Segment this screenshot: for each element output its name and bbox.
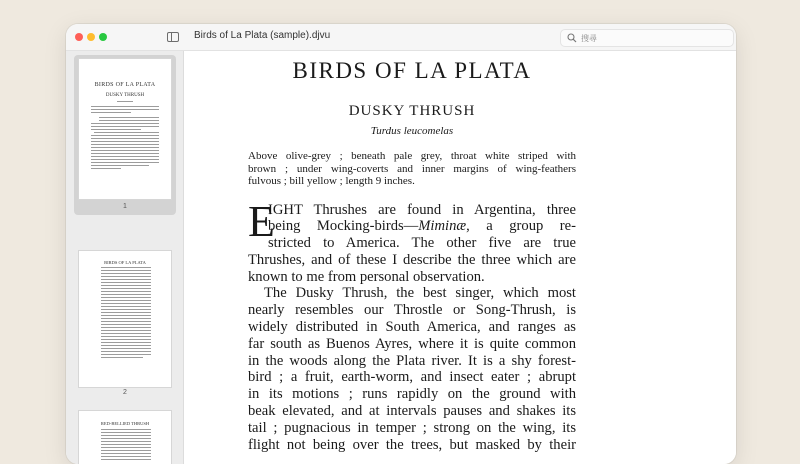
body-paragraph-1 bbox=[248, 196, 576, 286]
paragraph-line: beak elevated, and at intervals pauses and shakes its bbox=[248, 403, 576, 420]
thumbnail-sidebar[interactable] bbox=[66, 51, 184, 464]
document-title: Birds of La Plata (sample).djvu bbox=[194, 30, 331, 41]
thumbnail-header: BIRDS OF LA PLATA bbox=[94, 82, 156, 88]
paragraph-line: nearly resembles our Throstle or Song-Thrush, is bbox=[248, 302, 576, 319]
latin-name: Turdus leucomelas bbox=[370, 125, 454, 137]
thumbnail-header: BIRDS OF LA PLATA bbox=[104, 260, 146, 265]
description-line: brown ; under wing-coverts and inner margins of wing-feathers bbox=[248, 162, 576, 175]
paragraph-line: in the woods along the Plata river. It is a shy forest- bbox=[248, 352, 576, 369]
thumbnail-header: RED-BELLIED THRUSH bbox=[100, 421, 150, 426]
paragraph-line: known to me from personal observation. bbox=[248, 268, 485, 285]
paragraph-line: The Dusky Thrush, the best singer, which most bbox=[264, 285, 576, 302]
paragraph-line: far south as Buenos Ayres, where it is quite common bbox=[248, 335, 576, 352]
paragraph-line: stricted to America. The other five are true bbox=[268, 235, 576, 252]
paragraph-line: bird ; a fruit, earth-worm, and insect eater ; abrupt bbox=[248, 369, 576, 386]
book-title: BIRDS OF LA PLATA bbox=[292, 58, 532, 83]
page-thumbnail-1[interactable] bbox=[74, 55, 176, 215]
document-view[interactable] bbox=[184, 51, 736, 464]
paragraph-line: Thrushes, and of these I describe the three which are bbox=[248, 251, 576, 268]
minimize-window-button[interactable] bbox=[87, 33, 95, 41]
thumbnail-page-number: 2 bbox=[123, 389, 127, 396]
thumbnail-page-image bbox=[79, 59, 171, 199]
description-line: Above olive-grey ; beneath pale grey, throat white striped with bbox=[248, 150, 576, 162]
drop-cap: E bbox=[248, 196, 275, 246]
paragraph-line: widely distributed in South America, and ranges as bbox=[248, 319, 576, 336]
close-window-button[interactable] bbox=[75, 33, 83, 41]
search-box[interactable] bbox=[560, 29, 734, 47]
page-thumbnail-2[interactable] bbox=[74, 223, 176, 396]
app-window bbox=[66, 24, 736, 464]
page-thumbnail-3[interactable] bbox=[74, 407, 176, 464]
thumbnail-page-number: 1 bbox=[123, 203, 127, 210]
sidebar-toggle-icon[interactable] bbox=[167, 32, 179, 42]
italic-term: Miminæ bbox=[418, 218, 467, 235]
paragraph-line: tail ; pugnacious in temper ; strong on the wing, its bbox=[248, 419, 576, 436]
search-input[interactable] bbox=[581, 30, 721, 46]
search-icon bbox=[567, 33, 577, 43]
paragraph-line: flight not being over the trees, but masked by their bbox=[248, 436, 576, 453]
thumbnail-page-image bbox=[79, 251, 171, 387]
thumbnail-subheader: DUSKY THRUSH bbox=[105, 93, 145, 98]
species-description bbox=[248, 150, 576, 188]
paragraph-line: being Mocking-birds—Miminæ, a group re- bbox=[268, 218, 576, 235]
document-page bbox=[248, 51, 576, 453]
chapter-title: DUSKY THRUSH bbox=[348, 103, 476, 119]
paragraph-line: in its motions ; runs rapidly on the ground with bbox=[248, 386, 576, 403]
maximize-window-button[interactable] bbox=[99, 33, 107, 41]
thumbnail-page-image bbox=[79, 411, 171, 464]
title-bar bbox=[66, 24, 736, 51]
paragraph-line: IGHT Thrushes are found in Argentina, three bbox=[268, 201, 576, 218]
body-paragraph-2 bbox=[248, 285, 576, 453]
description-line: fulvous ; bill yellow ; length 9 inches. bbox=[248, 175, 415, 187]
